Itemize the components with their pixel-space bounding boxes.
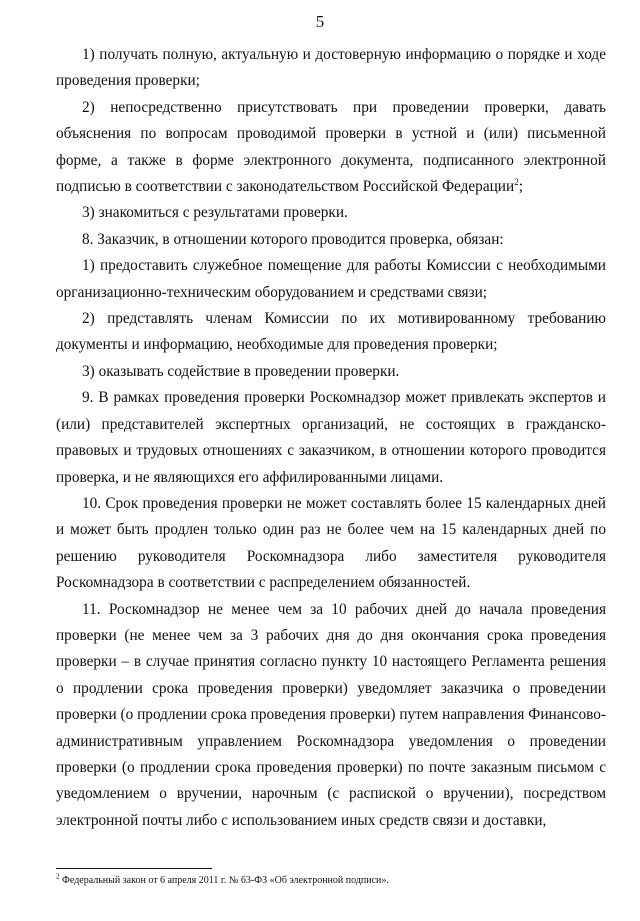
- paragraph-rights-2-text: 2) непосредственно присутствовать при проведении проверки, давать объяснения по вопросам проводимой проверки в устной и (или) письменной форме, а также в форме электронного документа, подписанного электронной подписью в соответствии с законодательством Российской Федерации: [56, 98, 606, 196]
- footnote-marker: 2: [56, 872, 60, 881]
- footnote-divider: [56, 868, 212, 869]
- paragraph-section-11: 11. Роскомнадзор не менее чем за 10 рабочих дней до начала проведения проверки (не менее чем за 3 рабочих дня до дня окончания срока проведения проверки – в случае принятия согласно пункту 10 настоящего Регламента решения о продлении срока проведения проверки) уведомляет заказчика о проведении проверки (о продлении срока проведения проверки) путем направления Финансово-административным управлением Роскомнадзора уведомления о проведении проверки (о продлении срока проведения проверки) по почте заказным письмом с уведомлением о вручении, нарочным (с распиской о вручении), посредством электронной почты либо с использованием иных средств связи и доставки,: [56, 600, 606, 829]
- page-number: 5: [315, 12, 325, 31]
- footnote: [56, 874, 606, 887]
- paragraph-section-8: 8. Заказчик, в отношении которого проводится проверка, обязан:: [82, 230, 504, 248]
- paragraph-rights-2-tail: ;: [518, 178, 523, 196]
- paragraph-duty-1: 1) предоставить служебное помещение для работы Комиссии с необходимыми организационно-техническим оборудованием и средствами связи;: [56, 257, 606, 301]
- paragraph-rights-1: 1) получать полную, актуальную и достоверную информацию о порядке и ходе проведения проверки;: [56, 46, 606, 90]
- document-body: [56, 42, 606, 834]
- paragraph-rights-3: 3) знакомиться с результатами проверки.: [82, 204, 348, 222]
- paragraph-section-9: 9. В рамках проведения проверки Роскомнадзор может привлекать экспертов и (или) представителей экспертных организаций, не состоящих в гражданско-правовых и трудовых отношениях с заказчиком, в отношении которого проводится проверка, и не являющихся его аффилированными лицами.: [56, 389, 606, 486]
- paragraph-duty-2: 2) представлять членам Комиссии по их мотивированному требованию документы и информацию, необходимые для проведения проверки;: [56, 310, 606, 354]
- footnote-text: Федеральный закон от 6 апреля 2011 г. № 63-ФЗ «Об электронной подписи».: [59, 875, 389, 886]
- paragraph-duty-3: 3) оказывать содействие в проведении проверки.: [82, 362, 400, 380]
- paragraph-rights-2: [56, 95, 606, 201]
- paragraph-section-10: 10. Срок проведения проверки не может составлять более 15 календарных дней и может быть продлен только один раз не более чем на 15 календарных дней по решению руководителя Роскомнадзора либо заместителя руководителя Роскомнадзора в соответствии с распределением обязанностей.: [56, 494, 606, 592]
- footnote-reference: 2: [514, 176, 519, 187]
